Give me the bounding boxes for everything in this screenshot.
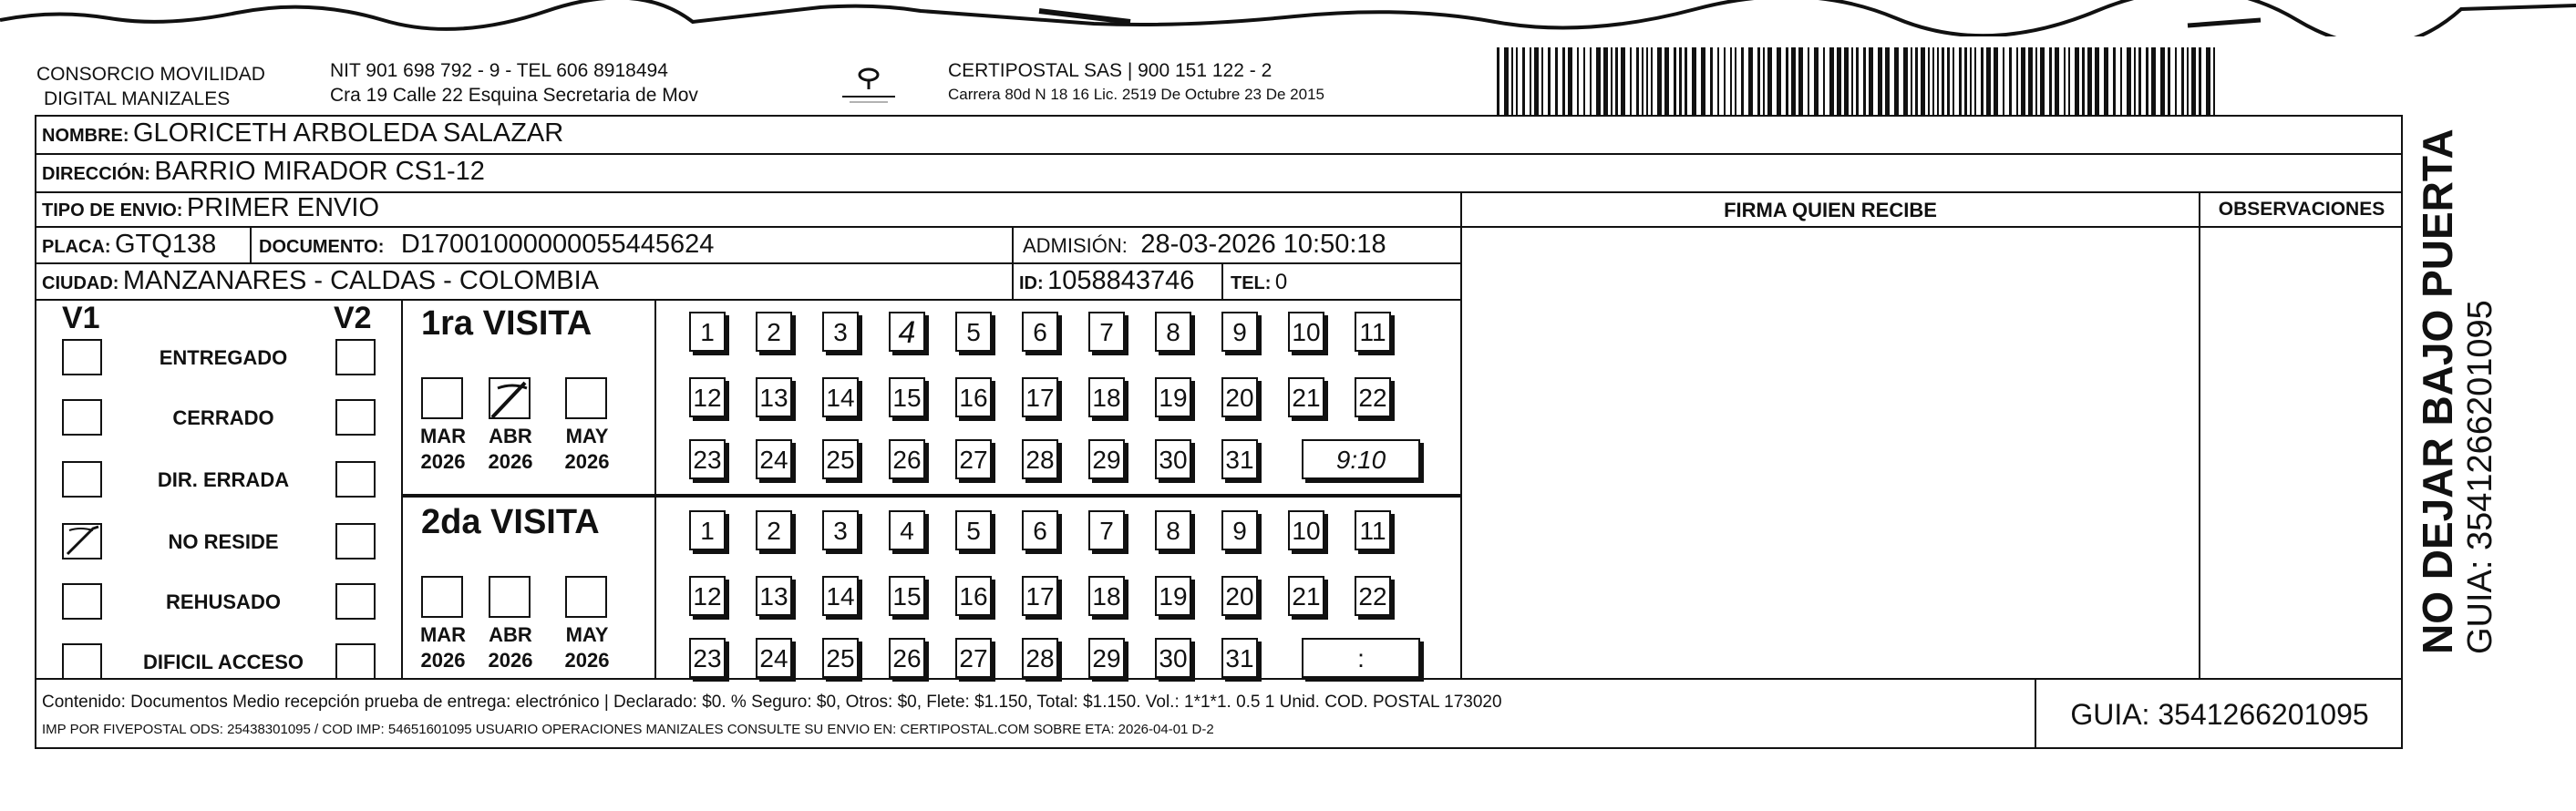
barcode-bar: [1856, 47, 1859, 115]
no-dejar-bajo-puerta: NO DEJAR BAJO PUERTA: [2414, 128, 2461, 654]
barcode-bar: [1837, 47, 1841, 115]
day-box[interactable]: 3: [822, 510, 859, 550]
day-box[interactable]: 12: [689, 576, 726, 616]
barcode-bar: [1786, 47, 1788, 115]
row-divider: [35, 226, 2403, 228]
col-divider: [2199, 191, 2200, 678]
year-label: 2026: [564, 450, 610, 473]
year-label: 2026: [420, 649, 466, 672]
status-option-label: ENTREGADO: [159, 346, 288, 369]
barcode-bar: [1522, 47, 1525, 115]
day-box[interactable]: 23: [689, 439, 726, 479]
barcode-icon: [1497, 47, 2217, 117]
col-divider: [250, 226, 252, 262]
barcode-bar: [1541, 47, 1543, 115]
day-box[interactable]: 13: [756, 377, 792, 417]
day-box[interactable]: 2: [756, 312, 792, 352]
observaciones-header: OBSERVACIONES: [2218, 199, 2385, 220]
barcode-bar: [1953, 47, 1954, 115]
direccion-value: BARRIO MIRADOR CS1-12: [154, 157, 485, 186]
barcode-bar: [1511, 47, 1513, 115]
barcode-bar: [1724, 47, 1726, 115]
visit-title: 1ra VISITA: [421, 304, 592, 343]
barcode-bar: [1646, 47, 1648, 115]
status-option-label: REHUSADO: [166, 590, 281, 613]
barcode-bar: [1757, 47, 1760, 115]
day-box[interactable]: 16: [955, 377, 992, 417]
barcode-bar: [2035, 47, 2037, 115]
barcode-bar: [2104, 47, 2108, 115]
day-box[interactable]: 7: [1088, 312, 1125, 352]
id-value: 1058843746: [1047, 266, 1195, 295]
day-box[interactable]: 26: [889, 439, 925, 479]
barcode-bar: [2134, 47, 2136, 115]
barcode-bar: [1823, 47, 1825, 115]
barcode-bar: [1964, 47, 1967, 115]
v1-checkbox[interactable]: [62, 643, 102, 680]
day-box[interactable]: 23: [689, 638, 726, 678]
barcode-bar: [2120, 47, 2122, 115]
barcode-bar: [1791, 47, 1796, 115]
day-box[interactable]: 31: [1221, 439, 1258, 479]
barcode-bar: [2168, 47, 2170, 115]
barcode-bar: [2199, 47, 2201, 115]
day-box[interactable]: 25: [822, 439, 859, 479]
barcode-bar: [2040, 47, 2045, 115]
day-box[interactable]: 29: [1088, 638, 1125, 678]
barcode-bar: [2191, 47, 2196, 115]
barcode-bar: [1763, 47, 1765, 115]
barcode-bar: [1777, 47, 1781, 115]
day-box[interactable]: 24: [756, 638, 792, 678]
day-box[interactable]: 29: [1088, 439, 1125, 479]
v2-label: V2: [334, 301, 372, 335]
barcode-bar: [1692, 47, 1696, 115]
barcode-bar: [2181, 47, 2184, 115]
barcode-bar: [1885, 47, 1890, 115]
barcode-bar: [1603, 47, 1608, 115]
barcode-bar: [1942, 47, 1944, 115]
barcode-bar: [1577, 47, 1579, 115]
row-divider: [35, 678, 2403, 680]
month-label: MAY: [565, 623, 609, 646]
barcode-bar: [1808, 47, 1809, 115]
day-box[interactable]: 14: [822, 576, 859, 616]
v1-checkbox[interactable]: [62, 399, 102, 436]
documento-label: DOCUMENTO:: [259, 237, 385, 257]
day-box[interactable]: 30: [1155, 638, 1191, 678]
sender-name-1: CONSORCIO MOVILIDAD: [36, 64, 265, 85]
visit-hour-field[interactable]: 9:10: [1302, 439, 1420, 479]
v2-checkbox[interactable]: [335, 583, 376, 620]
day-box[interactable]: 8: [1155, 510, 1191, 550]
status-option-label: CERRADO: [172, 406, 274, 429]
firma-header: FIRMA QUIEN RECIBE: [1724, 199, 1937, 221]
day-box[interactable]: 24: [756, 439, 792, 479]
barcode-bar: [1611, 47, 1613, 115]
month-checkbox[interactable]: [489, 377, 531, 419]
barcode-bar: [1937, 47, 1939, 115]
courier-name: CERTIPOSTAL SAS | 900 151 122 - 2: [948, 60, 1273, 81]
day-box[interactable]: 21: [1288, 576, 1324, 616]
tel-label: TEL:: [1231, 273, 1272, 293]
barcode-bar: [1562, 47, 1565, 115]
certipostal-logo-icon: [837, 62, 901, 108]
nombre-value: GLORICETH ARBOLEDA SALAZAR: [133, 118, 564, 148]
barcode-bar: [1679, 47, 1682, 115]
sender-address: Cra 19 Calle 22 Esquina Secretaria de Mov: [330, 85, 698, 106]
placa-label: PLACA:: [42, 237, 111, 257]
barcode-bar: [1829, 47, 1834, 115]
barcode-bar: [1590, 47, 1592, 115]
barcode-bar: [1894, 47, 1899, 115]
sender-nit: NIT 901 698 792 - 9 - TEL 606 8918494: [330, 60, 668, 81]
day-box[interactable]: 2: [756, 510, 792, 550]
sender-name-2: DIGITAL MANIZALES: [44, 88, 231, 109]
day-box[interactable]: 18: [1088, 377, 1125, 417]
barcode-bar: [2127, 47, 2131, 115]
day-box[interactable]: 13: [756, 576, 792, 616]
barcode-bar: [2082, 47, 2085, 115]
day-box[interactable]: 28: [1022, 439, 1058, 479]
day-box[interactable]: 31: [1221, 638, 1258, 678]
col-divider: [654, 299, 656, 678]
barcode-bar: [1497, 47, 1499, 115]
month-checkbox[interactable]: [421, 576, 463, 618]
side-text: [2414, 126, 2499, 654]
barcode-bar: [1657, 47, 1662, 115]
col-divider: [1012, 226, 1014, 299]
tipo-row: [42, 193, 379, 223]
barcode-bar: [1878, 47, 1882, 115]
day-box[interactable]: 12: [689, 377, 726, 417]
v1-checkbox[interactable]: [62, 583, 102, 620]
year-label: 2026: [488, 649, 533, 672]
barcode-bar: [1710, 47, 1713, 115]
barcode-bar: [1651, 47, 1653, 115]
courier-block: [948, 58, 1324, 106]
barcode-bar: [2151, 47, 2156, 115]
admision-label: ADMISIÓN:: [1023, 234, 1128, 257]
barcode-bar: [1844, 47, 1849, 115]
day-box[interactable]: 8: [1155, 312, 1191, 352]
col-divider: [1221, 262, 1223, 299]
admision-value: 28-03-2026 10:50:18: [1140, 230, 1386, 259]
side-guia: GUIA: 3541266201095: [2461, 300, 2499, 654]
v2-checkbox[interactable]: [335, 461, 376, 498]
row-divider: [35, 153, 2403, 155]
barcode-bar: [2016, 47, 2018, 115]
day-box[interactable]: 17: [1022, 377, 1058, 417]
barcode-bar: [2138, 47, 2141, 115]
barcode-bar: [1642, 47, 1643, 115]
barcode-bar: [1615, 47, 1618, 115]
tel-cell: [1231, 270, 1287, 295]
contenido-line: Contenido: Documentos Medio recepción prueba de entrega: electrónico | Declarado: $0. % Seguro: $0, Otros: $0, Flete: $1.150, Total: $1.150. Vol.: 1*1*1. 0.5 1 Unid. COD. POSTAL 173020: [42, 693, 1502, 712]
v1-checkbox[interactable]: [62, 339, 102, 375]
barcode-bar: [1981, 47, 1984, 115]
v2-checkbox[interactable]: [335, 399, 376, 436]
barcode-bar: [1516, 47, 1518, 115]
nombre-row: [42, 118, 563, 149]
admision-cell: [1023, 230, 1386, 260]
v2-checkbox[interactable]: [335, 523, 376, 559]
barcode-bar: [2113, 47, 2116, 115]
barcode-bar: [2064, 47, 2066, 115]
month-label: MAR: [419, 425, 467, 447]
barcode-bar: [1903, 47, 1908, 115]
direccion-row: [42, 157, 485, 187]
barcode-bar: [1530, 47, 1531, 115]
barcode-bar: [2175, 47, 2177, 115]
barcode-bar: [2160, 47, 2165, 115]
year-label: 2026: [564, 649, 610, 672]
id-label: ID:: [1019, 273, 1044, 293]
month-label: ABR: [489, 425, 532, 447]
barcode-bar: [2003, 47, 2004, 115]
courier-license: Carrera 80d N 18 16 Lic. 2519 De Octubre 23 De 2015: [948, 86, 1324, 103]
barcode-bar: [1748, 47, 1753, 115]
day-box[interactable]: 5: [955, 312, 992, 352]
barcode-bar: [2021, 47, 2025, 115]
barcode-bar: [1548, 47, 1551, 115]
day-box[interactable]: 4: [889, 510, 925, 550]
day-box[interactable]: 22: [1355, 377, 1391, 417]
sender-contact-block: [330, 58, 698, 108]
day-box[interactable]: 14: [822, 377, 859, 417]
barcode-bar: [1994, 47, 1998, 115]
day-box[interactable]: 15: [889, 377, 925, 417]
barcode-bar: [1974, 47, 1976, 115]
direccion-label: DIRECCIÓN:: [42, 164, 150, 184]
month-checkbox[interactable]: [421, 377, 463, 419]
barcode-bar: [1741, 47, 1744, 115]
barcode-bar: [1986, 47, 1991, 115]
barcode-bar: [1730, 47, 1732, 115]
v2-checkbox[interactable]: [335, 339, 376, 375]
barcode-bar: [2087, 47, 2092, 115]
visit-divider: [401, 494, 1460, 498]
day-box[interactable]: 20: [1221, 576, 1258, 616]
day-box[interactable]: 26: [889, 638, 925, 678]
month-label: MAY: [565, 425, 609, 447]
barcode-bar: [1555, 47, 1558, 115]
barcode-bar: [1717, 47, 1719, 115]
month-checkbox[interactable]: [489, 576, 531, 618]
barcode-bar: [2068, 47, 2070, 115]
barcode-bar: [1911, 47, 1912, 115]
barcode-bar: [1504, 47, 1509, 115]
day-box[interactable]: 11: [1355, 510, 1391, 550]
day-box[interactable]: 27: [955, 638, 992, 678]
year-label: 2026: [488, 450, 533, 473]
barcode-bar: [1959, 47, 1962, 115]
month-checkbox[interactable]: [565, 576, 607, 618]
barcode-bar: [1947, 47, 1950, 115]
v2-checkbox[interactable]: [335, 643, 376, 680]
year-label: 2026: [420, 450, 466, 473]
barcode-bar: [1814, 47, 1819, 115]
barcode-bar: [1921, 47, 1925, 115]
month-checkbox[interactable]: [565, 377, 607, 419]
day-box[interactable]: 25: [822, 638, 859, 678]
barcode-bar: [1932, 47, 1934, 115]
barcode-bar: [1534, 47, 1539, 115]
day-box[interactable]: 6: [1022, 510, 1058, 550]
v1-label: V1: [62, 301, 100, 335]
status-option-label: DIFICIL ACCESO: [142, 651, 304, 673]
sender-block: [36, 62, 265, 111]
day-box[interactable]: 28: [1022, 638, 1058, 678]
placa-value: GTQ138: [115, 230, 217, 259]
day-box[interactable]: 22: [1355, 576, 1391, 616]
barcode-bar: [1630, 47, 1632, 115]
barcode-bar: [1970, 47, 1972, 115]
barcode-bar: [2095, 47, 2099, 115]
day-box[interactable]: 27: [955, 439, 992, 479]
month-label: ABR: [489, 623, 532, 646]
barcode-bar: [2075, 47, 2079, 115]
day-box[interactable]: 18: [1088, 576, 1125, 616]
barcode-bar: [2206, 47, 2210, 115]
id-cell: [1019, 266, 1194, 296]
documento-cell: [259, 230, 714, 260]
tel-value: 0: [1274, 270, 1288, 294]
tipo-label: TIPO DE ENVIO:: [42, 200, 183, 221]
v1-checkbox[interactable]: [62, 523, 102, 559]
day-box[interactable]: 5: [955, 510, 992, 550]
nombre-label: NOMBRE:: [42, 126, 129, 146]
row-divider: [35, 299, 1460, 301]
footer-guia: GUIA: 3541266201095: [2070, 698, 2369, 731]
ciudad-label: CIUDAD:: [42, 273, 119, 293]
col-divider: [401, 299, 403, 678]
day-box[interactable]: 19: [1155, 377, 1191, 417]
month-label: MAR: [419, 623, 467, 646]
v1-checkbox[interactable]: [62, 461, 102, 498]
ciudad-cell: [42, 266, 599, 296]
barcode-bar: [1636, 47, 1639, 115]
barcode-bar: [2028, 47, 2033, 115]
day-box[interactable]: 10: [1288, 510, 1324, 550]
tipo-value: PRIMER ENVIO: [186, 193, 380, 222]
day-box[interactable]: 10: [1288, 312, 1324, 352]
barcode-bar: [1674, 47, 1676, 115]
barcode-bar: [1863, 47, 1866, 115]
col-divider: [1460, 191, 1462, 678]
day-box[interactable]: 1: [689, 510, 726, 550]
barcode-bar: [1798, 47, 1803, 115]
barcode-bar: [1767, 47, 1772, 115]
barcode-bar: [1869, 47, 1873, 115]
barcode-bar: [2213, 47, 2215, 115]
day-box[interactable]: 16: [955, 576, 992, 616]
barcode-bar: [1928, 47, 1930, 115]
day-box[interactable]: 21: [1288, 377, 1324, 417]
day-box[interactable]: 17: [1022, 576, 1058, 616]
barcode-bar: [1915, 47, 1918, 115]
barcode-bar: [2146, 47, 2148, 115]
barcode-bar: [2009, 47, 2012, 115]
row-divider: [35, 191, 2403, 193]
row-divider: [35, 262, 1460, 264]
day-box[interactable]: 11: [1355, 312, 1391, 352]
day-box[interactable]: 19: [1155, 576, 1191, 616]
barcode-bar: [1851, 47, 1853, 115]
torn-edge: [0, 0, 2576, 36]
barcode-bar: [1621, 47, 1625, 115]
day-box[interactable]: 4: [889, 312, 925, 352]
day-box[interactable]: 3: [822, 312, 859, 352]
day-box[interactable]: 20: [1221, 377, 1258, 417]
status-option-label: NO RESIDE: [168, 530, 279, 553]
day-box[interactable]: 6: [1022, 312, 1058, 352]
day-box[interactable]: 9: [1221, 312, 1258, 352]
barcode-bar: [2055, 47, 2059, 115]
imp-line: IMP POR FIVEPOSTAL ODS: 25438301095 / COD IMP: 54651601095 USUARIO OPERACIONES MANIZALES CONSULTE SU ENVIO EN: CERTIPOSTAL.COM SOBRE ETA: 2026-04-01 D-2: [42, 722, 1214, 737]
day-box[interactable]: 30: [1155, 439, 1191, 479]
documento-value: D17001000000055445624: [400, 230, 715, 259]
day-box[interactable]: 7: [1088, 510, 1125, 550]
day-box[interactable]: 1: [689, 312, 726, 352]
visit-title: 2da VISITA: [421, 503, 600, 541]
barcode-bar: [1735, 47, 1736, 115]
barcode-bar: [1596, 47, 1601, 115]
status-option-label: DIR. ERRADA: [157, 468, 290, 491]
day-box[interactable]: 9: [1221, 510, 1258, 550]
barcode-bar: [1583, 47, 1585, 115]
barcode-bar: [1664, 47, 1669, 115]
barcode-bar: [1701, 47, 1705, 115]
ciudad-value: MANZANARES - CALDAS - COLOMBIA: [122, 266, 599, 295]
barcode-bar: [2049, 47, 2052, 115]
barcode-bar: [1685, 47, 1687, 115]
barcode-bar: [1568, 47, 1572, 115]
placa-cell: [42, 230, 216, 260]
day-box[interactable]: 15: [889, 576, 925, 616]
barcode-bar: [2187, 47, 2189, 115]
visit-hour-field[interactable]: :: [1302, 638, 1420, 678]
